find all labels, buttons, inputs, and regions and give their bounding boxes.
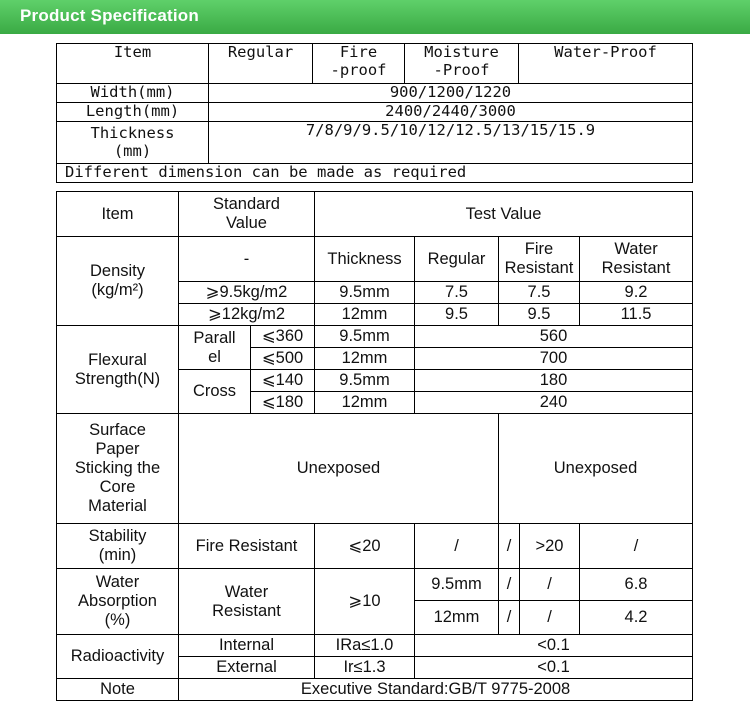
test-header-row [57, 192, 693, 237]
density-standard: ⩾9.5kg/m2 [179, 282, 315, 304]
header-waterproof: Water-Proof [519, 44, 693, 84]
radioactivity-standard: IRa≤1.0 [315, 635, 415, 657]
header-standard-value: Standard Value [179, 192, 315, 237]
flexural-standard: ⩽360 [251, 326, 315, 348]
length-label: Length(mm) [57, 103, 209, 122]
flexural-thickness: 12mm [315, 348, 415, 370]
density-col-fire: Fire Resistant [499, 237, 580, 282]
flexural-value: 560 [415, 326, 693, 348]
note-row [57, 679, 693, 701]
dimension-header-row [57, 44, 693, 84]
radioactivity-type: External [179, 657, 315, 679]
flexural-value: 180 [415, 370, 693, 392]
density-col-thickness: Thickness [315, 237, 415, 282]
flexural-row [57, 326, 693, 348]
stability-type: Fire Resistant [179, 524, 315, 569]
dimension-note-row [57, 164, 693, 183]
radioactivity-row [57, 635, 693, 657]
density-fire: 7.5 [499, 282, 580, 304]
density-regular: 7.5 [415, 282, 499, 304]
header-moistureproof: Moisture -Proof [405, 44, 519, 84]
thickness-row [57, 122, 693, 164]
absorption-standard: ⩾10 [315, 569, 415, 635]
width-label: Width(mm) [57, 84, 209, 103]
dimension-note: Different dimension can be made as required [57, 164, 693, 183]
flexural-standard: ⩽180 [251, 392, 315, 414]
width-row [57, 84, 693, 103]
absorption-value: / [499, 569, 520, 601]
flexural-thickness: 9.5mm [315, 370, 415, 392]
radioactivity-value: <0.1 [415, 657, 693, 679]
banner-title: Product Specification [20, 6, 199, 25]
absorption-value: / [520, 601, 580, 635]
radioactivity-value: <0.1 [415, 635, 693, 657]
absorption-value: 4.2 [580, 601, 693, 635]
density-thickness: 9.5mm [315, 282, 415, 304]
surface-label: Surface Paper Sticking the Core Material [57, 414, 179, 524]
density-water: 11.5 [580, 304, 693, 326]
stability-value: / [415, 524, 499, 569]
header-item: Item [57, 44, 209, 84]
dimension-table [56, 43, 693, 183]
absorption-thickness: 9.5mm [415, 569, 499, 601]
header-item: Item [57, 192, 179, 237]
stability-standard: ⩽20 [315, 524, 415, 569]
flexural-standard: ⩽140 [251, 370, 315, 392]
length-value: 2400/2440/3000 [209, 103, 693, 122]
density-col-regular: Regular [415, 237, 499, 282]
flexural-thickness: 9.5mm [315, 326, 415, 348]
flexural-parallel: Parall el [179, 326, 251, 370]
header-banner [0, 0, 750, 34]
absorption-value: / [499, 601, 520, 635]
absorption-type: Water Resistant [179, 569, 315, 635]
stability-value: / [580, 524, 693, 569]
width-value: 900/1200/1220 [209, 84, 693, 103]
density-col-water: Water Resistant [580, 237, 693, 282]
density-water: 9.2 [580, 282, 693, 304]
header-test-value: Test Value [315, 192, 693, 237]
header-fireproof: Fire -proof [313, 44, 405, 84]
stability-label: Stability (min) [57, 524, 179, 569]
radioactivity-standard: Ir≤1.3 [315, 657, 415, 679]
thickness-label: Thickness (mm) [57, 122, 209, 164]
density-header-row [57, 237, 693, 282]
density-regular: 9.5 [415, 304, 499, 326]
density-dash: - [179, 237, 315, 282]
surface-row [57, 414, 693, 524]
surface-test: Unexposed [499, 414, 693, 524]
flexural-cross: Cross [179, 370, 251, 414]
length-row [57, 103, 693, 122]
flexural-label: Flexural Strength(N) [57, 326, 179, 414]
surface-standard: Unexposed [179, 414, 499, 524]
absorption-value: 6.8 [580, 569, 693, 601]
absorption-label: Water Absorption (%) [57, 569, 179, 635]
radioactivity-type: Internal [179, 635, 315, 657]
flexural-standard: ⩽500 [251, 348, 315, 370]
note-value: Executive Standard:GB/T 9775-2008 [179, 679, 693, 701]
stability-value: / [499, 524, 520, 569]
thickness-value: 7/8/9/9.5/10/12/12.5/13/15/15.9 [209, 122, 693, 164]
absorption-value: / [520, 569, 580, 601]
density-fire: 9.5 [499, 304, 580, 326]
absorption-row [57, 569, 693, 601]
density-thickness: 12mm [315, 304, 415, 326]
stability-value: >20 [520, 524, 580, 569]
radioactivity-label: Radioactivity [57, 635, 179, 679]
test-value-table [56, 191, 693, 701]
density-label: Density (kg/m²) [57, 237, 179, 326]
flexural-thickness: 12mm [315, 392, 415, 414]
flexural-value: 700 [415, 348, 693, 370]
density-standard: ⩾12kg/m2 [179, 304, 315, 326]
flexural-value: 240 [415, 392, 693, 414]
absorption-thickness: 12mm [415, 601, 499, 635]
stability-row [57, 524, 693, 569]
note-label: Note [57, 679, 179, 701]
header-regular: Regular [209, 44, 313, 84]
